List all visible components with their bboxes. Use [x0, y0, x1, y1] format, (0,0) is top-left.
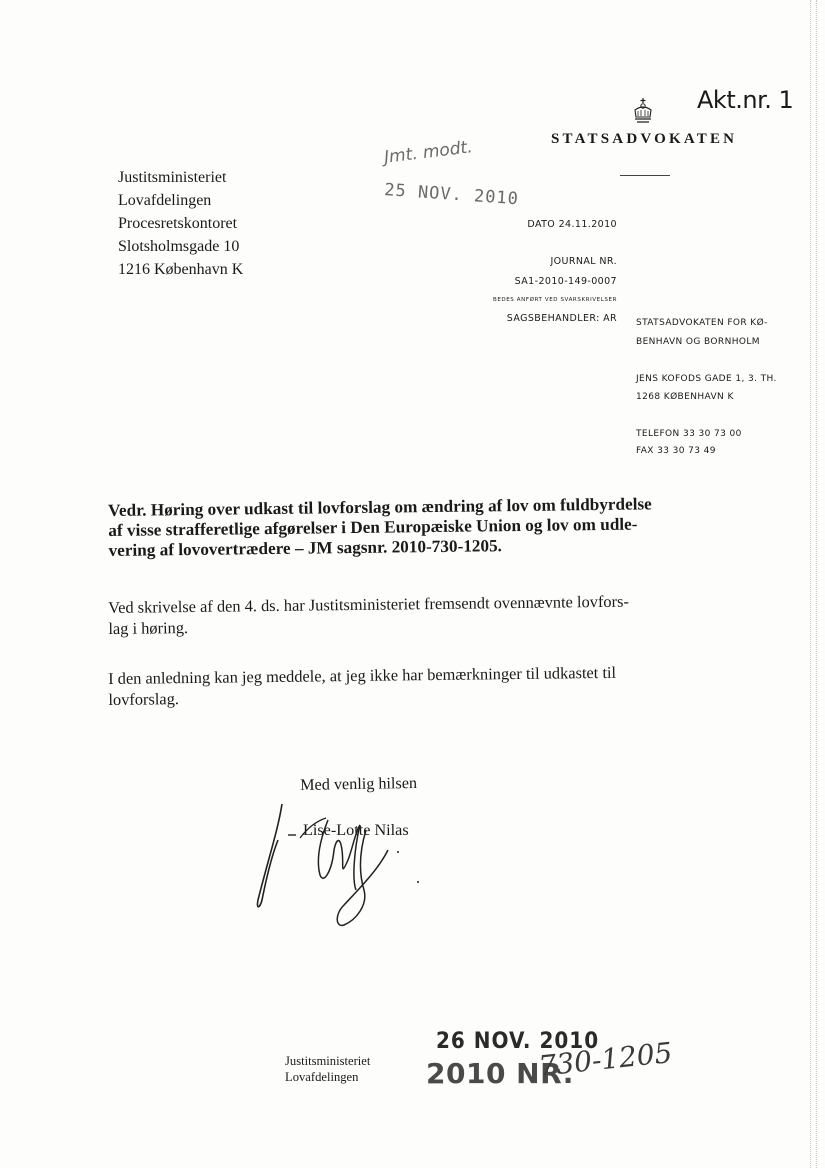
- footer-recipient-line: Justitsministeriet: [285, 1054, 371, 1068]
- journal-label: JOURNAL NR.: [550, 256, 617, 267]
- recipient-line: Slotsholmsgade 10: [118, 238, 240, 255]
- scan-edge-line: [816, 0, 818, 1168]
- body-line: I den anledning kan jeg meddele, at jeg ikke har bemærkninger til udkastet til: [108, 662, 617, 688]
- letter-date: DATO 24.11.2010: [527, 219, 617, 230]
- footer-date-stamp: 26 NOV. 2010: [436, 1027, 600, 1054]
- sender-name-line: STATSADVOKATEN FOR KØ-: [636, 318, 768, 328]
- body-paragraph: [108, 662, 628, 710]
- akt-nr-label: Akt.nr. 1: [697, 86, 794, 114]
- received-stamp-date: 25 NOV. 2010: [383, 180, 520, 210]
- sender-phone: TELEFON 33 30 73 00: [636, 429, 742, 439]
- sender-fax: FAX 33 30 73 49: [636, 446, 716, 456]
- recipient-line: 1216 København K: [118, 261, 244, 278]
- heading-rule: [620, 175, 670, 176]
- body-line: lovforslag.: [108, 689, 180, 709]
- office-heading: STATSADVOKATEN: [551, 131, 738, 147]
- recipient-line: Justitsministeriet: [118, 169, 227, 186]
- subject-line: Vedr. Høring over udkast til lovforslag om ændring af lov om fuldbyrdelse: [108, 494, 652, 520]
- journal-number: SA1-2010-149-0007: [514, 276, 617, 287]
- scan-edge-line: [810, 0, 812, 1168]
- crown-logo-icon: [632, 96, 654, 126]
- sender-address-line: JENS KOFODS GADE 1, 3. TH.: [636, 374, 777, 384]
- body-line: lag i høring.: [108, 618, 189, 638]
- closing-greeting: Med venlig hilsen: [300, 773, 418, 794]
- sender-address-line: 1268 KØBENHAVN K: [636, 392, 734, 402]
- reference-note: BEDES ANFØRT VED SVARSKRIVELSER: [492, 297, 617, 303]
- received-stamp-label: Jmt. modt.: [383, 137, 474, 168]
- body-paragraph: [108, 591, 628, 639]
- signer-name: Lise-Lotte Nilas: [303, 821, 409, 839]
- case-officer: SAGSBEHANDLER: AR: [506, 313, 617, 324]
- subject-line: vering af lovovertrædere – JM sagsnr. 2010-730-1205.: [108, 536, 503, 560]
- recipient-line: Procesretskontoret: [118, 215, 238, 232]
- footer-number-stamp: 2010 NR.: [426, 1057, 574, 1090]
- handwritten-case-number: 730-1205: [537, 1035, 674, 1083]
- handwritten-signature: [248, 790, 428, 950]
- subject-heading: [108, 494, 652, 561]
- sender-name-line: BENHAVN OG BORNHOLM: [636, 337, 760, 347]
- footer-recipient-line: Lovafdelingen: [285, 1070, 359, 1084]
- subject-line: af visse strafferetlige afgørelser i Den Europæiske Union og lov om udle-: [108, 514, 638, 540]
- body-line: Ved skrivelse af den 4. ds. har Justitsministeriet fremsendt ovennævnte lovfors-: [108, 591, 629, 617]
- recipient-line: Lovafdelingen: [118, 192, 212, 209]
